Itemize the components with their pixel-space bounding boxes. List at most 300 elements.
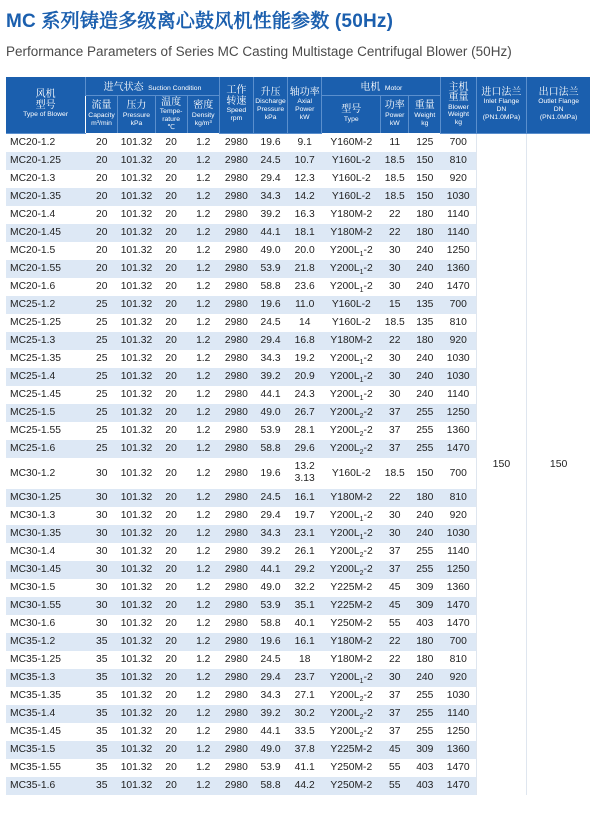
- cell-motor-weight: 135: [409, 296, 441, 314]
- axial-power-line: 3.13: [294, 473, 315, 484]
- cell-discharge-pressure: 29.4: [253, 669, 287, 687]
- cell-capacity: 30: [86, 489, 118, 507]
- cell-motor-weight: 309: [409, 597, 441, 615]
- cell-motor-type: Y180M-2: [330, 209, 373, 220]
- cell-pressure: 101.32: [120, 425, 153, 436]
- cell-density: 1.2: [187, 705, 219, 723]
- cell-capacity: 25: [96, 425, 108, 436]
- cell-speed: 2980: [224, 137, 248, 148]
- cell-discharge-pressure: 58.8: [253, 777, 287, 795]
- cell-discharge-pressure: 53.9: [260, 762, 281, 773]
- cell-motor-power: 45: [389, 582, 401, 593]
- cell-axial-power: 21.8: [288, 260, 322, 278]
- cell-pressure: 101.32: [118, 440, 155, 458]
- cell-motor-type: Y160L-2: [331, 173, 371, 184]
- cell-pressure: 101.32: [118, 224, 155, 242]
- cell-motor-power: 18.5: [384, 173, 405, 184]
- cell-motor-weight: 255: [416, 546, 434, 557]
- cell-blower-weight: 1250: [446, 726, 470, 737]
- cell-model: MC35-1.4: [6, 705, 86, 723]
- page-subtitle: Performance Parameters of Series MC Casting Multistage Centrifugal Blower (50Hz): [6, 44, 512, 59]
- cell-pressure: 101.32: [120, 726, 153, 737]
- cell-pressure: 101.32: [120, 281, 153, 292]
- cell-temperature: 20: [155, 188, 187, 206]
- cell-model: MC25-1.2: [6, 296, 86, 314]
- cell-axial-power: 24.3: [294, 389, 315, 400]
- cell-motor-weight: 240: [416, 245, 434, 256]
- cell-capacity: 35: [86, 777, 118, 795]
- cell-density: 1.2: [196, 209, 211, 220]
- cell-motor-type: Y160L-2: [322, 188, 381, 206]
- cell-capacity: 20: [86, 152, 118, 170]
- cell-capacity: 35: [96, 690, 108, 701]
- cell-motor-power: 22: [381, 224, 409, 242]
- cell-discharge-pressure: 29.4: [260, 173, 281, 184]
- cell-temperature: 20: [165, 546, 177, 557]
- cell-motor-power: 18.5: [384, 467, 405, 479]
- cell-blower-weight: 1250: [441, 561, 476, 579]
- cell-temperature: 20: [165, 353, 177, 364]
- cell-model: MC20-1.3: [10, 173, 56, 184]
- cell-speed: 2980: [224, 762, 248, 773]
- cell-pressure: 101.32: [118, 561, 155, 579]
- cell-axial-power: 14: [298, 317, 311, 328]
- cell-temperature: 20: [155, 440, 187, 458]
- cell-motor-weight: 309: [416, 582, 434, 593]
- cell-speed: 2980: [224, 317, 248, 328]
- cell-blower-weight: 1140: [441, 224, 476, 242]
- cell-density: 1.2: [196, 245, 211, 256]
- cell-speed: 2980: [219, 296, 253, 314]
- cell-blower-weight: 1360: [446, 425, 470, 436]
- cell-pressure: 101.32: [118, 188, 155, 206]
- cell-capacity: 25: [86, 368, 118, 386]
- cell-density: 1.2: [187, 224, 219, 242]
- cell-axial-power: 23.7: [288, 669, 322, 687]
- cell-motor-type: Y160M-2: [330, 136, 373, 148]
- cell-density: 1.2: [196, 582, 211, 593]
- table-body: [6, 133, 590, 795]
- table-header: [6, 77, 590, 133]
- cell-motor-power: 37: [389, 690, 401, 701]
- cell-blower-weight: 920: [441, 332, 476, 350]
- cell-motor-type: $Y200L_2-2$: [329, 425, 373, 439]
- cell-axial-power: 16.1: [288, 489, 322, 507]
- cell-capacity: 30: [86, 597, 118, 615]
- cell-motor-type: Y160L-2: [322, 152, 381, 170]
- cell-capacity: 35: [86, 741, 118, 759]
- cell-discharge-pressure: 39.2: [260, 546, 281, 557]
- cell-capacity: 20: [86, 224, 118, 242]
- cell-discharge-pressure: 49.0: [253, 741, 287, 759]
- cell-density: 1.2: [187, 489, 219, 507]
- cell-temperature: 20: [165, 209, 177, 220]
- cell-capacity: 20: [96, 245, 108, 256]
- cell-temperature: 20: [165, 618, 177, 629]
- cell-motor-power: 45: [381, 597, 409, 615]
- cell-pressure: 101.32: [120, 353, 153, 364]
- cell-discharge-pressure: 58.8: [253, 440, 287, 458]
- cell-motor-power: 37: [389, 726, 401, 737]
- cell-density: 1.2: [196, 690, 211, 701]
- cell-pressure: 101.32: [120, 245, 153, 256]
- cell-motor-power: 30: [381, 260, 409, 278]
- cell-outlet-flange: 150: [527, 133, 590, 795]
- cell-motor-weight: 180: [409, 489, 441, 507]
- performance-table: [6, 77, 590, 795]
- header-motor-group: 电机 Motor: [322, 77, 441, 96]
- cell-discharge-pressure: 24.5: [253, 489, 287, 507]
- cell-pressure: 101.32: [118, 152, 155, 170]
- cell-temperature: 20: [155, 296, 187, 314]
- cell-motor-weight: 180: [416, 209, 434, 220]
- cell-discharge-pressure: 34.3: [253, 525, 287, 543]
- cell-capacity: 30: [96, 510, 108, 521]
- cell-speed: 2980: [224, 582, 248, 593]
- cell-model: MC35-1.25: [10, 654, 61, 665]
- cell-model: MC25-1.35: [10, 353, 61, 364]
- cell-model: MC35-1.45: [10, 726, 61, 737]
- cell-temperature: 20: [155, 561, 187, 579]
- cell-temperature: 20: [165, 726, 177, 737]
- cell-speed: 2980: [219, 597, 253, 615]
- cell-axial-power: [288, 458, 322, 489]
- cell-discharge-pressure: 19.6: [260, 467, 281, 479]
- cell-motor-power: 55: [389, 618, 401, 629]
- cell-capacity: 30: [96, 582, 108, 593]
- cell-axial-power: 29.2: [288, 561, 322, 579]
- cell-model: MC20-1.55: [6, 260, 86, 278]
- cell-motor-power: 37: [381, 705, 409, 723]
- header-axial-power: 轴功率 Axial Power kW: [288, 77, 322, 133]
- header-inlet-flange: 进口法兰 Inlet Flange DN (PN1.0MPa): [476, 77, 527, 133]
- cell-density: 1.2: [196, 389, 211, 400]
- header-motor-weight: 重量 Weight kg: [409, 96, 441, 134]
- cell-temperature: 20: [165, 467, 177, 479]
- cell-temperature: 20: [165, 389, 177, 400]
- cell-temperature: 20: [155, 741, 187, 759]
- cell-axial-power: 44.2: [288, 777, 322, 795]
- cell-blower-weight: 920: [441, 669, 476, 687]
- cell-motor-power: 30: [389, 281, 401, 292]
- cell-motor-type: $Y200L_1-2$: [329, 281, 373, 295]
- cell-discharge-pressure: 29.4: [253, 332, 287, 350]
- cell-speed: 2980: [219, 741, 253, 759]
- cell-motor-type: Y180M-2: [322, 224, 381, 242]
- cell-motor-power: 22: [381, 489, 409, 507]
- cell-speed: 2980: [224, 353, 248, 364]
- cell-blower-weight: 1030: [441, 188, 476, 206]
- cell-temperature: 20: [165, 582, 177, 593]
- cell-axial-power: 29.6: [288, 440, 322, 458]
- header-temperature: 温度 Tempe- rature ℃: [155, 96, 187, 134]
- cell-motor-weight: 240: [416, 510, 434, 521]
- cell-discharge-pressure: 44.1: [253, 561, 287, 579]
- cell-speed: 2980: [219, 777, 253, 795]
- cell-motor-weight: 240: [416, 389, 434, 400]
- cell-model: MC30-1.4: [10, 546, 56, 557]
- cell-density: 1.2: [187, 152, 219, 170]
- cell-discharge-pressure: 24.5: [260, 654, 281, 665]
- cell-axial-power: 28.1: [294, 425, 315, 436]
- cell-temperature: 20: [165, 762, 177, 773]
- header-motor-power: 功率 Power kW: [381, 96, 409, 134]
- cell-model: MC30-1.45: [6, 561, 86, 579]
- cell-capacity: 35: [86, 705, 118, 723]
- cell-blower-weight: 1470: [446, 762, 470, 773]
- cell-temperature: 20: [155, 224, 187, 242]
- cell-motor-type: Y160L-2: [331, 467, 371, 479]
- cell-pressure: 101.32: [120, 690, 153, 701]
- cell-temperature: 20: [155, 633, 187, 651]
- cell-pressure: 101.32: [118, 404, 155, 422]
- cell-model: MC30-1.6: [10, 618, 56, 629]
- cell-speed: 2980: [224, 690, 248, 701]
- cell-speed: 2980: [219, 669, 253, 687]
- cell-density: 1.2: [187, 404, 219, 422]
- cell-model: MC20-1.25: [6, 152, 86, 170]
- cell-discharge-pressure: 39.2: [253, 705, 287, 723]
- cell-pressure: 101.32: [118, 260, 155, 278]
- cell-motor-type: Y225M-2: [322, 741, 381, 759]
- cell-motor-weight: 403: [416, 762, 434, 773]
- cell-discharge-pressure: 34.3: [260, 353, 281, 364]
- cell-axial-power: 20.0: [294, 245, 315, 256]
- cell-density: 1.2: [187, 332, 219, 350]
- cell-motor-type: $Y200L_1-2$: [322, 368, 381, 386]
- cell-motor-type: $Y200L_2-2$: [322, 705, 381, 723]
- cell-axial-power: 37.8: [288, 741, 322, 759]
- cell-speed: 2980: [224, 389, 248, 400]
- header-capacity: 流量 Capacity m³/min: [86, 96, 118, 134]
- cell-temperature: 20: [165, 654, 177, 665]
- cell-motor-power: 37: [381, 440, 409, 458]
- cell-model: MC25-1.4: [6, 368, 86, 386]
- cell-pressure: 101.32: [120, 136, 153, 148]
- cell-motor-weight: 180: [409, 224, 441, 242]
- cell-motor-weight: 150: [409, 188, 441, 206]
- cell-motor-type: Y225M-2: [322, 597, 381, 615]
- cell-density: 1.2: [196, 510, 211, 521]
- cell-density: 1.2: [187, 525, 219, 543]
- cell-pressure: 101.32: [118, 669, 155, 687]
- cell-motor-type: $Y200L_1-2$: [322, 669, 381, 687]
- cell-capacity: 25: [96, 317, 108, 328]
- cell-axial-power: 23.1: [288, 525, 322, 543]
- cell-motor-type: $Y200L_1-2$: [329, 389, 373, 403]
- cell-pressure: 101.32: [118, 296, 155, 314]
- cell-motor-weight: 240: [416, 281, 434, 292]
- cell-discharge-pressure: 53.9: [260, 425, 281, 436]
- cell-blower-weight: 1470: [446, 281, 470, 292]
- cell-speed: 2980: [224, 173, 248, 184]
- cell-blower-weight: 1030: [441, 368, 476, 386]
- cell-axial-power: 11.0: [288, 296, 322, 314]
- cell-model: MC30-1.3: [10, 510, 56, 521]
- cell-axial-power: 35.1: [288, 597, 322, 615]
- cell-capacity: 25: [86, 404, 118, 422]
- cell-motor-power: 37: [381, 404, 409, 422]
- cell-capacity: 35: [96, 654, 108, 665]
- cell-speed: 2980: [219, 633, 253, 651]
- cell-axial-power: 16.3: [294, 209, 315, 220]
- cell-discharge-pressure: 24.5: [253, 152, 287, 170]
- cell-density: 1.2: [187, 440, 219, 458]
- cell-motor-weight: 240: [409, 260, 441, 278]
- cell-temperature: 20: [155, 260, 187, 278]
- cell-density: 1.2: [187, 669, 219, 687]
- cell-speed: 2980: [224, 467, 248, 479]
- cell-discharge-pressure: 49.0: [260, 582, 281, 593]
- cell-capacity: 35: [86, 633, 118, 651]
- cell-discharge-pressure: 29.4: [260, 510, 281, 521]
- cell-axial-power: 16.8: [288, 332, 322, 350]
- cell-motor-power: 30: [381, 669, 409, 687]
- cell-density: 1.2: [187, 260, 219, 278]
- cell-pressure: 101.32: [120, 762, 153, 773]
- cell-motor-power: 30: [389, 245, 401, 256]
- cell-axial-power: 9.1: [297, 137, 312, 148]
- cell-discharge-pressure: 34.3: [253, 188, 287, 206]
- cell-speed: 2980: [219, 368, 253, 386]
- cell-motor-type: Y250M-2: [330, 762, 373, 773]
- cell-model: MC25-1.3: [6, 332, 86, 350]
- cell-model: MC30-1.2: [10, 467, 56, 479]
- cell-motor-type: $Y200L_1-2$: [322, 260, 381, 278]
- cell-speed: 2980: [219, 705, 253, 723]
- cell-blower-weight: 700: [441, 296, 476, 314]
- cell-blower-weight: 1470: [441, 597, 476, 615]
- cell-blower-weight: 1030: [441, 525, 476, 543]
- cell-blower-weight: 1140: [447, 209, 470, 220]
- cell-model: MC35-1.2: [6, 633, 86, 651]
- cell-axial-power: 27.1: [294, 690, 315, 701]
- cell-motor-power: 37: [381, 561, 409, 579]
- cell-temperature: 20: [165, 173, 177, 184]
- cell-temperature: 20: [165, 281, 177, 292]
- cell-capacity: 30: [86, 525, 118, 543]
- cell-speed: 2980: [224, 281, 248, 292]
- cell-density: 1.2: [187, 597, 219, 615]
- cell-pressure: 101.32: [118, 489, 155, 507]
- cell-motor-type: Y250M-2: [330, 618, 373, 629]
- cell-axial-power: 41.1: [294, 762, 315, 773]
- cell-motor-type: $Y200L_2-2$: [329, 726, 373, 740]
- cell-model: MC20-1.2: [10, 137, 56, 148]
- cell-model: MC20-1.4: [10, 209, 56, 220]
- cell-motor-weight: 309: [409, 741, 441, 759]
- cell-discharge-pressure: 34.3: [260, 690, 281, 701]
- table-row: [6, 133, 590, 152]
- header-type: 风机 型号 Type of Blower: [6, 77, 86, 133]
- cell-pressure: 101.32: [118, 332, 155, 350]
- cell-temperature: 20: [155, 525, 187, 543]
- cell-motor-power: 30: [389, 510, 401, 521]
- cell-motor-weight: 403: [416, 618, 434, 629]
- cell-pressure: 101.32: [120, 582, 153, 593]
- cell-speed: 2980: [224, 245, 248, 256]
- cell-temperature: 20: [155, 332, 187, 350]
- cell-speed: 2980: [224, 510, 248, 521]
- cell-capacity: 20: [96, 209, 108, 220]
- cell-temperature: 20: [165, 136, 177, 148]
- cell-pressure: 101.32: [120, 173, 153, 184]
- cell-temperature: 20: [155, 705, 187, 723]
- cell-motor-power: 30: [381, 368, 409, 386]
- cell-density: 1.2: [196, 317, 211, 328]
- cell-blower-weight: 1470: [441, 777, 476, 795]
- cell-temperature: 20: [155, 404, 187, 422]
- cell-capacity: 25: [86, 296, 118, 314]
- cell-discharge-pressure: 39.2: [260, 209, 281, 220]
- cell-axial-power: 26.1: [294, 546, 315, 557]
- cell-temperature: 20: [165, 510, 177, 521]
- cell-axial-power: 16.1: [288, 633, 322, 651]
- cell-motor-type: $Y200L_1-2$: [329, 353, 373, 367]
- cell-motor-type: $Y200L_1-2$: [322, 525, 381, 543]
- cell-capacity: 35: [86, 669, 118, 687]
- cell-temperature: 20: [155, 669, 187, 687]
- cell-pressure: 101.32: [118, 741, 155, 759]
- cell-motor-power: 22: [381, 332, 409, 350]
- cell-speed: 2980: [219, 525, 253, 543]
- cell-discharge-pressure: 19.6: [260, 137, 281, 148]
- cell-discharge-pressure: 53.9: [253, 260, 287, 278]
- cell-temperature: 20: [165, 690, 177, 701]
- cell-motor-type: Y180M-2: [322, 489, 381, 507]
- cell-temperature: 20: [155, 597, 187, 615]
- cell-motor-power: 22: [389, 209, 401, 220]
- cell-capacity: 30: [96, 618, 108, 629]
- cell-motor-type: $Y200L_1-2$: [329, 510, 373, 524]
- cell-blower-weight: 810: [449, 317, 467, 328]
- cell-capacity: 20: [86, 188, 118, 206]
- cell-axial-power: 20.9: [288, 368, 322, 386]
- cell-density: 1.2: [196, 618, 211, 629]
- cell-model: MC20-1.45: [6, 224, 86, 242]
- cell-motor-type: Y180M-2: [322, 332, 381, 350]
- cell-blower-weight: 810: [449, 654, 467, 665]
- cell-motor-weight: 150: [416, 467, 434, 479]
- cell-model: MC20-1.35: [6, 188, 86, 206]
- cell-blower-weight: 1470: [441, 440, 476, 458]
- cell-speed: 2980: [224, 618, 248, 629]
- cell-density: 1.2: [196, 762, 211, 773]
- cell-temperature: 20: [155, 152, 187, 170]
- cell-model: MC35-1.5: [6, 741, 86, 759]
- cell-speed: 2980: [224, 546, 248, 557]
- cell-density: 1.2: [196, 546, 211, 557]
- cell-inlet-flange: 150: [476, 133, 527, 795]
- cell-temperature: 20: [155, 777, 187, 795]
- cell-discharge-pressure: 19.6: [253, 296, 287, 314]
- cell-speed: 2980: [224, 654, 248, 665]
- cell-motor-power: 30: [389, 353, 401, 364]
- cell-motor-weight: 255: [409, 561, 441, 579]
- cell-density: 1.2: [187, 561, 219, 579]
- axial-power-line: 13.2: [294, 460, 315, 472]
- cell-motor-type: Y250M-2: [322, 777, 381, 795]
- cell-speed: 2980: [224, 726, 248, 737]
- cell-temperature: 20: [165, 317, 177, 328]
- cell-blower-weight: 1250: [441, 404, 476, 422]
- cell-motor-type: Y225M-2: [330, 582, 373, 593]
- cell-discharge-pressure: 24.5: [260, 317, 281, 328]
- cell-motor-type: $Y200L_2-2$: [322, 561, 381, 579]
- cell-axial-power: 10.7: [288, 152, 322, 170]
- cell-capacity: 25: [96, 353, 108, 364]
- cell-speed: 2980: [219, 332, 253, 350]
